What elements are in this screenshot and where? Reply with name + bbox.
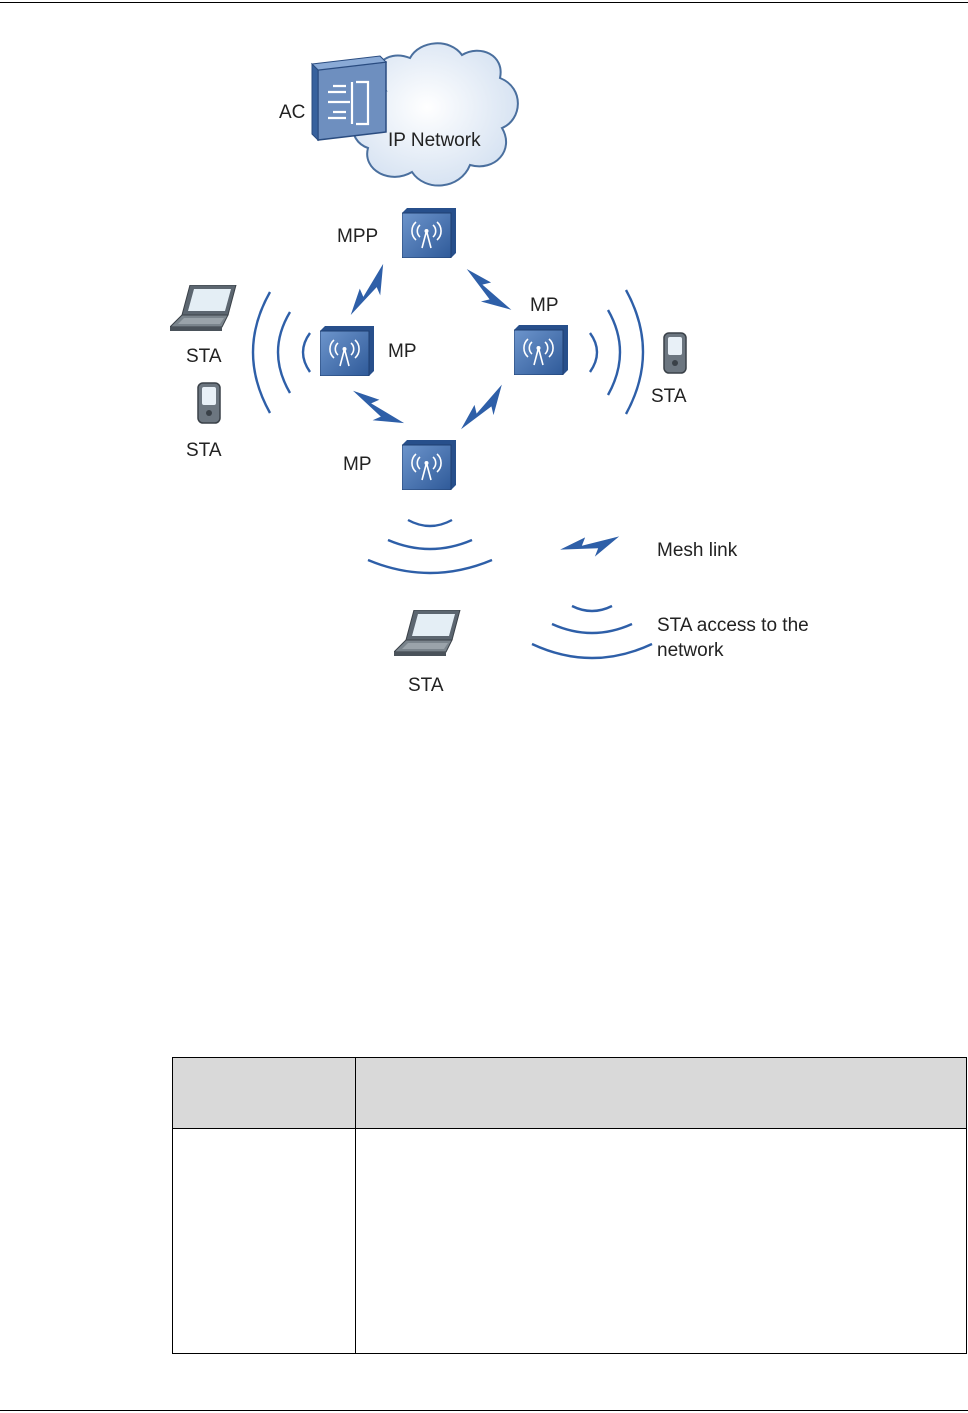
label-sta-left-phone: STA bbox=[186, 440, 222, 461]
mp-left-ap-icon bbox=[320, 326, 374, 376]
table-header-row bbox=[173, 1058, 967, 1129]
coverage-arcs-right bbox=[590, 290, 643, 414]
label-sta-right-phone: STA bbox=[651, 386, 687, 407]
mesh-link-mpp-left bbox=[343, 263, 397, 322]
legend-mesh-link-icon bbox=[559, 534, 621, 559]
mesh-link-mpp-right bbox=[459, 263, 513, 322]
coverage-arcs-bottom bbox=[368, 520, 492, 573]
label-ac: AC bbox=[279, 102, 306, 123]
sta-bottom-laptop-icon bbox=[394, 610, 460, 656]
bottom-rule bbox=[0, 1410, 968, 1411]
sta-left-laptop-icon bbox=[170, 285, 236, 331]
legend-sta-access-icon bbox=[532, 606, 652, 658]
table-header-cell bbox=[356, 1058, 967, 1129]
label-sta-bottom-laptop: STA bbox=[408, 675, 444, 696]
label-mp-right: MP bbox=[530, 295, 559, 316]
coverage-arcs-left bbox=[253, 292, 310, 413]
mp-bottom-ap-icon bbox=[402, 440, 456, 490]
ac-controller-icon bbox=[312, 56, 386, 140]
label-mp-left: MP bbox=[388, 341, 417, 362]
label-sta-left-laptop: STA bbox=[186, 346, 222, 367]
sta-left-phone-icon bbox=[198, 383, 220, 423]
sta-right-phone-icon bbox=[664, 333, 686, 373]
table-cell bbox=[356, 1129, 967, 1354]
mpp-ap-icon bbox=[402, 208, 456, 258]
description-table bbox=[172, 1057, 967, 1354]
mp-right-ap-icon bbox=[514, 325, 568, 375]
table-row bbox=[173, 1129, 967, 1354]
table-cell bbox=[173, 1129, 356, 1354]
label-ip-network: IP Network bbox=[388, 130, 481, 151]
legend-sta-access-label-line2: network bbox=[657, 640, 724, 661]
mesh-link-left-bottom bbox=[347, 383, 406, 437]
legend-mesh-link-label: Mesh link bbox=[657, 540, 738, 561]
legend-sta-access-label-line1: STA access to the bbox=[657, 615, 809, 636]
mesh-link-right-bottom bbox=[455, 383, 514, 437]
table-header-cell bbox=[173, 1058, 356, 1129]
label-mp-bottom: MP bbox=[343, 454, 372, 475]
label-mpp: MPP bbox=[337, 226, 379, 247]
